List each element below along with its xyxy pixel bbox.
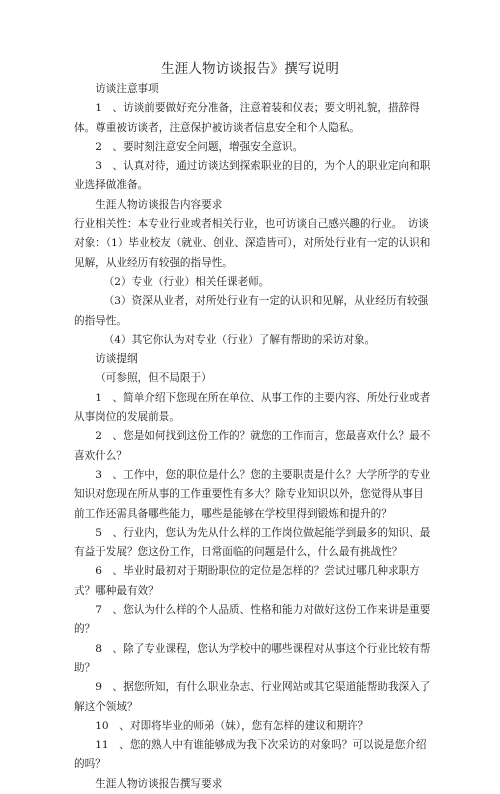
outline-question-5: 5 、行业内，您认为先从什么样的工作岗位做起能学到最多的知识、最有益于发展？您这份工作，日常面临的问题是什么，什么最有挑战性？ (74, 526, 431, 559)
interviewee-item-2: （2）专业（行业）相关任课老师。 (103, 275, 270, 288)
page-title: 生涯人物访谈报告》撰写说明 (160, 61, 340, 77)
section-heading-precautions: 访谈注意事项 (95, 83, 159, 95)
section-heading-writing-requirements: 生涯人物访谈报告撰写要求 (95, 777, 223, 790)
outline-note: （可参照，但不局限于） (95, 372, 212, 385)
precaution-item-3: 3 、认真对待，通过访谈达到探索职业的目的，为个人的职业定向和职业选择做准备。 (74, 160, 431, 192)
interviewee-item-4: （4）其它你认为对专业（行业）了解有帮助的采访对象。 (103, 333, 376, 346)
outline-question-6: 6 、毕业时最初对于期盼职位的定位是怎样的？尝试过哪几种求职方式？哪种最有效？ (74, 565, 420, 597)
section-heading-outline: 访谈提纲 (95, 353, 138, 366)
interviewee-item-3: （3）资深从业者，对所处行业有一定的认识和见解，从业经历有较强的指导性。 (74, 295, 429, 327)
section-heading-content-requirements: 生涯人物访谈报告内容要求 (95, 198, 223, 211)
outline-question-8: 8 、除了专业课程，您认为学校中的哪些课程对从事这个行业比较有帮助？ (74, 642, 431, 674)
outline-question-9: 9 、据您所知，有什么职业杂志、行业网站或其它渠道能帮助我深入了解这个领域？ (74, 681, 431, 713)
outline-question-10: 10 、对即将毕业的师弟（妹），您有怎样的建议和期许？ (95, 719, 369, 732)
outline-question-2: 2 、您是如何找到这份工作的？就您的工作而言，您最喜欢什么？最不喜欢什么？ (74, 430, 431, 462)
industry-relevance-paragraph: 行业相关性：本专业行业或者相关行业，也可访谈自己感兴趣的行业。 访谈对象：（1）毕业校友（就业、创业、深造皆可），对所处行业有一定的认识和见解，从业经历有较强的指导性。 (74, 218, 431, 269)
outline-question-11: 11 、您的熟人中有谁能够成为我下次采访的对象吗？可以说是您介绍的吗？ (74, 739, 427, 771)
outline-question-7: 7 、您认为什么样的个人品质、性格和能力对做好这份工作来讲是重要的？ (74, 604, 431, 636)
outline-question-3: 3 、工作中，您的职位是什么？您的主要职责是什么？大学所学的专业知识对您现在所从事的工作重要性有多大？除专业知识以外，您觉得从事目前工作还需具备哪些能力，哪些是能够在学校里得到锻炼和提升的？ (74, 468, 431, 520)
outline-question-1: 1 、简单介绍下您现在所在单位、从事工作的主要内容、所处行业或者从事岗位的发展前景。 (74, 391, 431, 424)
precaution-item-2: 2 、要时刻注意安全问题，增强安全意识。 (95, 140, 304, 153)
precaution-item-1: 1 、访谈前要做好充分准备，注意着装和仪表；要文明礼貌，措辞得体。尊重被访谈者，注意保护被访谈者信息安全和个人隐私。 (74, 102, 420, 134)
document-body (74, 80, 434, 794)
